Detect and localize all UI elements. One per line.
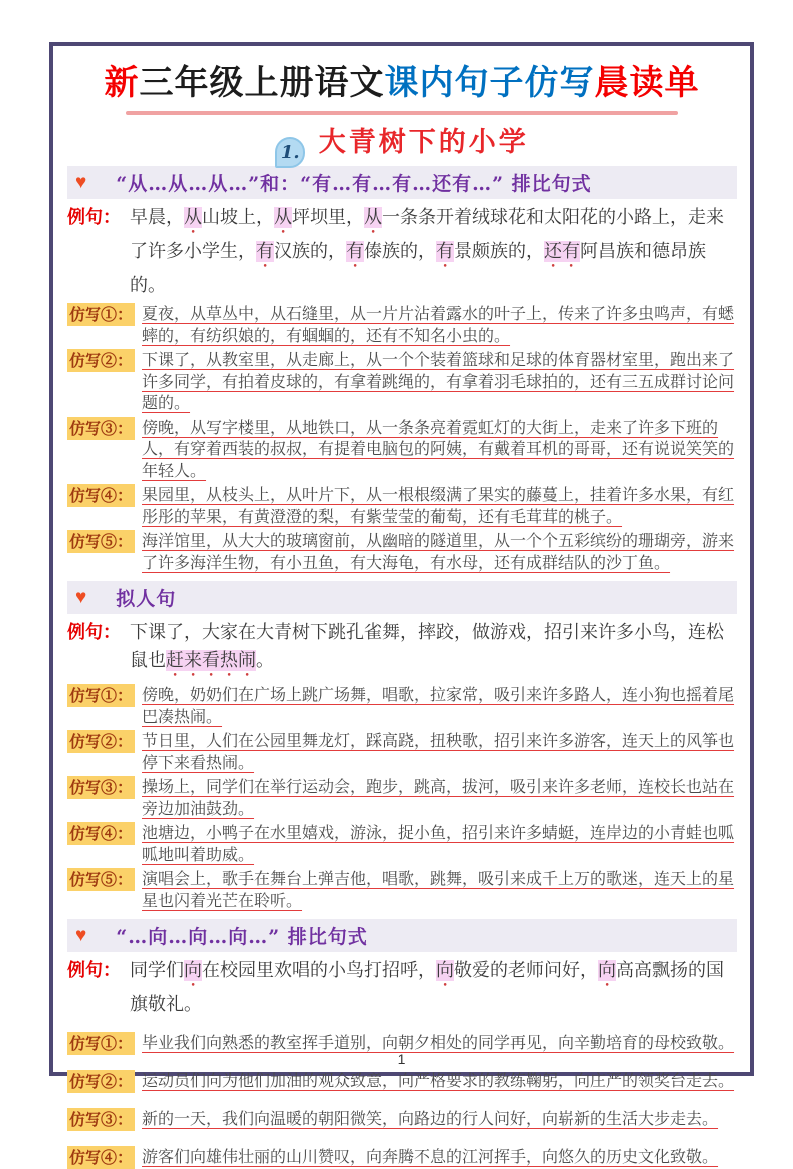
example-label: 例句： xyxy=(67,960,121,981)
text-segment: 坪坝里， xyxy=(292,207,364,228)
highlighted-term: 向 xyxy=(184,960,202,981)
imitation-sentence: 果园里，从枝头上，从叶片下，从一根根缀满了果实的藤蔓上，挂着许多水果，有红彤彤的苹果，有黄澄澄的梨，有紫莹莹的葡萄，还有毛茸茸的桃子。 xyxy=(142,485,735,526)
text-segment: 新 xyxy=(104,64,140,102)
highlighted-term: 从 xyxy=(364,207,382,228)
section-header xyxy=(67,581,737,614)
imitation-row xyxy=(67,484,737,527)
example-sentence xyxy=(130,957,737,1019)
text-segment: 同学们 xyxy=(130,960,184,981)
pattern-section-cong-you xyxy=(67,166,737,573)
imitation-label: 仿写⑤： xyxy=(69,532,134,551)
section-header xyxy=(67,166,737,199)
text-segment: 。 xyxy=(256,650,274,671)
example-label: 例句： xyxy=(67,207,121,228)
imitation-sentence: 傍晚，从写字楼里，从地铁口，从一条条亮着霓虹灯的大街上，走来了许多下班的人，有穿着西装的叔叔，有提着电脑包的阿姨，有戴着耳机的哥哥，还有说说笑笑的年轻人。 xyxy=(142,417,735,480)
text-segment: 傣族的， xyxy=(364,241,436,262)
imitation-label: 仿写①： xyxy=(69,1034,134,1053)
highlighted-term: 有 xyxy=(346,241,364,262)
highlighted-term: 向 xyxy=(436,960,454,981)
imitation-label: 仿写④： xyxy=(69,1148,134,1167)
imitation-label: 仿写②： xyxy=(69,732,134,751)
imitation-row xyxy=(67,417,737,482)
text-segment: 课内句子仿写 xyxy=(384,64,595,102)
text-segment: 敬爱的老师问好， xyxy=(454,960,598,981)
highlighted-term: 向 xyxy=(598,960,616,981)
imitation-label: 仿写①： xyxy=(69,686,134,705)
worksheet-frame xyxy=(49,42,754,1167)
imitation-label: 仿写③： xyxy=(69,778,134,797)
imitation-label: 仿写③： xyxy=(69,1110,134,1129)
imitation-label: 仿写②： xyxy=(69,1072,134,1091)
section-heading: “…向…向…向…” 排比句式 xyxy=(116,926,368,948)
imitation-row xyxy=(67,868,737,911)
example-row xyxy=(67,619,737,681)
imitation-sentence: 池塘边，小鸭子在水里嬉戏，游泳，捉小鱼，招引来许多蜻蜓，连岸边的小青蛙也呱呱地叫着助威。 xyxy=(142,823,735,864)
text-segment: 高高飘扬的国旗敬礼。 xyxy=(130,960,724,1015)
section-heading: “从…从…从…”和：“有…有…有…还有…” 排比句式 xyxy=(116,173,592,195)
imitation-sentence: 节日里，人们在公园里舞龙灯，踩高跷，扭秧歌，招引来许多游客，连天上的风筝也停下来看热闹。 xyxy=(142,731,735,772)
imitation-label: 仿写④： xyxy=(69,824,134,843)
page-number: 1 xyxy=(397,1051,406,1067)
text-segment: 阿昌族和德昂族的。 xyxy=(130,241,706,296)
lesson-heading xyxy=(67,120,737,163)
heart-icon: ♥ xyxy=(75,924,87,946)
highlighted-term: 有 xyxy=(436,241,454,262)
imitation-row xyxy=(67,776,737,819)
text-segment: 山坡上， xyxy=(202,207,274,228)
text-segment: 汉族的， xyxy=(274,241,346,262)
page-title xyxy=(67,62,737,104)
imitation-sentence: 海洋馆里，从大大的玻璃窗前，从幽暗的隧道里，从一个个五彩缤纷的珊瑚旁，游来了许多海洋生物，有小丑鱼，有大海龟，有水母，还有成群结队的沙丁鱼。 xyxy=(142,531,735,572)
highlighted-term: 从 xyxy=(184,207,202,228)
heart-icon: ♥ xyxy=(75,171,87,193)
lesson-number-badge: 1. xyxy=(275,137,305,168)
text-segment: 下课了，大家在大青树下跳孔雀舞，摔跤，做游戏，招引来许多小鸟，连松鼠也 xyxy=(130,622,724,671)
imitation-row xyxy=(67,684,737,727)
highlighted-term: 赶来看热闹 xyxy=(166,650,256,671)
example-sentence xyxy=(130,619,737,681)
pattern-section-xiang xyxy=(67,919,737,1169)
text-segment: 三年级上册语文 xyxy=(139,64,385,102)
imitation-label: 仿写⑤： xyxy=(69,870,134,889)
text-segment: 早晨， xyxy=(130,207,184,228)
title-underline xyxy=(126,111,678,115)
section-header xyxy=(67,919,737,952)
imitation-sentence: 新的一天，我们向温暖的朝阳微笑，向路边的行人问好，向崭新的生活大步走去。 xyxy=(142,1109,719,1128)
imitation-sentence: 傍晚，奶奶们在广场上跳广场舞，唱歌，拉家常，吸引来许多路人，连小狗也摇着尾巴凑热闹。 xyxy=(142,685,735,726)
imitation-row xyxy=(67,822,737,865)
lesson-title: 大青树下的小学 xyxy=(318,127,529,158)
imitation-sentence: 下课了，从教室里，从走廊上，从一个个装着篮球和足球的体育器材室里，跑出来了许多同学，有拍着皮球的，有拿着跳绳的，有拿着羽毛球拍的，还有三五成群讨论问题的。 xyxy=(142,350,735,412)
section-heading: 拟人句 xyxy=(116,588,177,610)
highlighted-term: 有 xyxy=(256,241,274,262)
imitation-sentence: 演唱会上，歌手在舞台上弹吉他，唱歌，跳舞，吸引来成千上万的歌迷，连天上的星星也闪着光芒在聆听。 xyxy=(142,869,735,910)
imitation-sentence: 夏夜，从草丛中，从石缝里，从一片片沾着露水的叶子上，传来了许多虫鸣声，有蟋蟀的，有纺织娘的，有蝈蝈的，还有不知名小虫的。 xyxy=(142,304,735,345)
imitation-sentence: 操场上，同学们在举行运动会，跑步，跳高，拔河，吸引来许多老师，连校长也站在旁边加油鼓劲。 xyxy=(142,777,735,818)
text-segment: 晨读单 xyxy=(594,64,700,102)
imitation-row xyxy=(67,349,737,414)
text-segment: 景颇族的， xyxy=(454,241,544,262)
pattern-section-personification xyxy=(67,581,737,911)
imitation-row xyxy=(67,730,737,773)
imitation-sentence: 游客们向雄伟壮丽的山川赞叹，向奔腾不息的江河挥手，向悠久的历史文化致敬。 xyxy=(142,1147,719,1166)
highlighted-term: 还有 xyxy=(544,241,580,262)
highlighted-term: 从 xyxy=(274,207,292,228)
imitation-row xyxy=(67,1146,737,1169)
imitation-row xyxy=(67,530,737,573)
imitation-label: 仿写②： xyxy=(69,351,134,370)
worksheet-content xyxy=(53,46,750,1169)
imitation-row xyxy=(67,303,737,346)
heart-icon: ♥ xyxy=(75,586,87,608)
example-row xyxy=(67,204,737,300)
imitation-sentence: 毕业我们向熟悉的教室挥手道别，向朝夕相处的同学再见，向辛勤培育的母校致敬。 xyxy=(142,1033,735,1052)
example-sentence xyxy=(130,204,737,300)
imitation-label: 仿写③： xyxy=(69,418,134,438)
imitation-row xyxy=(67,1070,737,1093)
imitation-label: 仿写④： xyxy=(69,486,134,505)
imitation-sentence: 运动员们向为他们加油的观众致意，向严格要求的教练鞠躬，向庄严的领奖台走去。 xyxy=(142,1071,735,1090)
imitation-row xyxy=(67,1108,737,1131)
text-segment: 一条条开着绒球花和太阳花的小路上，走来了许多小学生， xyxy=(130,207,724,262)
example-label: 例句： xyxy=(67,622,121,643)
example-row xyxy=(67,957,737,1019)
text-segment: 在校园里欢唱的小鸟打招呼， xyxy=(202,960,436,981)
imitation-label: 仿写①： xyxy=(69,305,134,324)
